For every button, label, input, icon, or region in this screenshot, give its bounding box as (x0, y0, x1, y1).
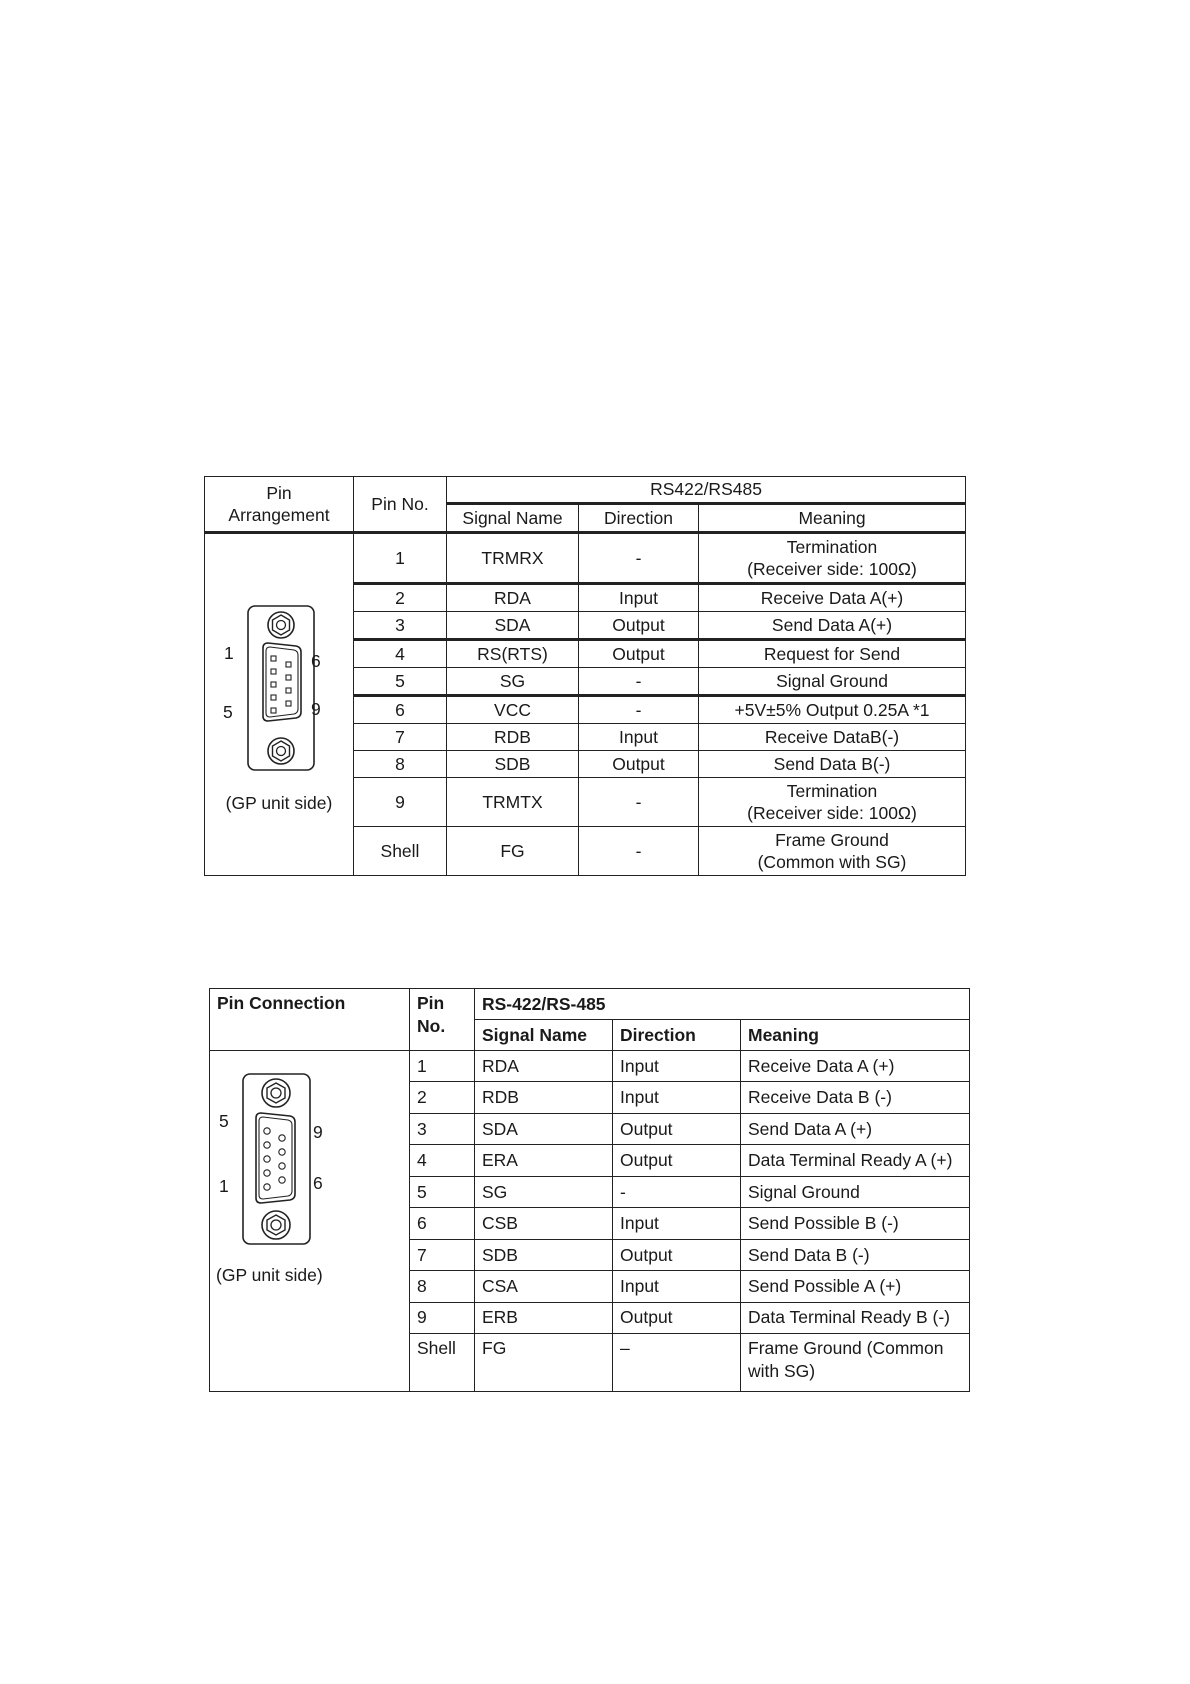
meaning: +5V±5% Output 0.25A *1 (699, 696, 966, 724)
pin-no: Shell (354, 827, 447, 876)
direction: Output (579, 751, 699, 778)
signal-name: RDA (475, 1051, 613, 1082)
pin-table-rs422-connector-b (209, 988, 970, 1392)
signal-name: SG (475, 1176, 613, 1207)
direction: - (579, 827, 699, 876)
direction: Output (579, 640, 699, 668)
pin-no: 2 (354, 584, 447, 612)
pin-table-rs422-connector-a (204, 476, 966, 876)
meaning: Signal Ground (741, 1176, 970, 1207)
pin-no: 8 (410, 1271, 475, 1302)
meaning: Send Data B(-) (699, 751, 966, 778)
meaning: Receive Data A (+) (741, 1051, 970, 1082)
pin-no: 7 (354, 724, 447, 751)
pin-no: 1 (410, 1051, 475, 1082)
signal-name: CSB (475, 1208, 613, 1239)
direction: Output (579, 612, 699, 640)
header-direction: Direction (613, 1020, 741, 1051)
header-pin-arrangement: Pin Arrangement (205, 477, 354, 533)
header-signal-name: Signal Name (475, 1020, 613, 1051)
meaning: Receive Data B (-) (741, 1082, 970, 1113)
meaning: Frame Ground (Common with SG) (741, 1334, 970, 1392)
connector-caption: (GP unit side) (225, 793, 333, 813)
header-pin-no: Pin No. (410, 989, 475, 1051)
signal-name: ERA (475, 1145, 613, 1176)
direction: - (613, 1176, 741, 1207)
connector-label-pin6: 6 (313, 1173, 323, 1193)
direction: Input (579, 724, 699, 751)
signal-name: SDB (475, 1239, 613, 1270)
signal-name: SDB (447, 751, 579, 778)
pin-no: 8 (354, 751, 447, 778)
header-pin-no: Pin No. (354, 477, 447, 533)
connector-label-pin1: 1 (219, 1176, 229, 1196)
direction: - (579, 696, 699, 724)
signal-name: VCC (447, 696, 579, 724)
connector-label-pin9: 9 (311, 699, 321, 719)
meaning: Send Possible B (-) (741, 1208, 970, 1239)
connector-cell (210, 1051, 410, 1392)
signal-name: RDA (447, 584, 579, 612)
meaning: Request for Send (699, 640, 966, 668)
signal-name: FG (475, 1334, 613, 1392)
header-direction: Direction (579, 504, 699, 533)
pin-no: Shell (410, 1334, 475, 1392)
header-pin-connection: Pin Connection (210, 989, 410, 1051)
signal-name: SDA (475, 1113, 613, 1144)
direction: Output (613, 1113, 741, 1144)
direction: - (579, 668, 699, 696)
pin-no: 3 (354, 612, 447, 640)
pin-no: 5 (354, 668, 447, 696)
pin-no: 9 (410, 1302, 475, 1333)
signal-name: RDB (447, 724, 579, 751)
meaning: Signal Ground (699, 668, 966, 696)
meaning: Data Terminal Ready B (-) (741, 1302, 970, 1333)
meaning: Receive DataB(-) (699, 724, 966, 751)
signal-name: ERB (475, 1302, 613, 1333)
connector-label-pin6: 6 (311, 651, 321, 671)
table-row (210, 1051, 970, 1082)
signal-name: RS(RTS) (447, 640, 579, 668)
header-group-rs422: RS-422/RS-485 (475, 989, 970, 1020)
signal-name: TRMRX (447, 533, 579, 584)
direction: Input (613, 1208, 741, 1239)
direction: Input (613, 1271, 741, 1302)
pin-no: 4 (410, 1145, 475, 1176)
meaning: Termination (Receiver side: 100Ω) (699, 533, 966, 584)
signal-name: FG (447, 827, 579, 876)
direction: - (579, 533, 699, 584)
meaning: Termination (Receiver side: 100Ω) (699, 778, 966, 827)
header-signal-name: Signal Name (447, 504, 579, 533)
signal-name: SG (447, 668, 579, 696)
direction: Output (613, 1302, 741, 1333)
signal-name: SDA (447, 612, 579, 640)
pin-no: 2 (410, 1082, 475, 1113)
pin-no: 1 (354, 533, 447, 584)
pin-no: 6 (354, 696, 447, 724)
pin-no: 3 (410, 1113, 475, 1144)
direction: – (613, 1334, 741, 1392)
connector-label-pin1: 1 (224, 643, 234, 663)
signal-name: CSA (475, 1271, 613, 1302)
signal-name: RDB (475, 1082, 613, 1113)
direction: - (579, 778, 699, 827)
connector-label-pin9: 9 (313, 1122, 323, 1142)
meaning: Send Possible A (+) (741, 1271, 970, 1302)
connector-caption: (GP unit side) (216, 1265, 323, 1285)
direction: Input (613, 1051, 741, 1082)
pin-no: 4 (354, 640, 447, 668)
direction: Input (579, 584, 699, 612)
connector-label-pin5: 5 (223, 702, 233, 722)
pin-no: 7 (410, 1239, 475, 1270)
connector-label-pin5: 5 (219, 1111, 229, 1131)
db9-connector-icon (210, 1051, 410, 1391)
pin-no: 9 (354, 778, 447, 827)
meaning: Send Data A (+) (741, 1113, 970, 1144)
meaning: Receive Data A(+) (699, 584, 966, 612)
meaning: Send Data A(+) (699, 612, 966, 640)
meaning: Send Data B (-) (741, 1239, 970, 1270)
signal-name: TRMTX (447, 778, 579, 827)
header-meaning: Meaning (741, 1020, 970, 1051)
meaning: Frame Ground (Common with SG) (699, 827, 966, 876)
meaning: Data Terminal Ready A (+) (741, 1145, 970, 1176)
direction: Output (613, 1239, 741, 1270)
direction: Output (613, 1145, 741, 1176)
connector-cell (205, 533, 354, 876)
direction: Input (613, 1082, 741, 1113)
table-row (205, 533, 966, 584)
pin-no: 6 (410, 1208, 475, 1239)
header-meaning: Meaning (699, 504, 966, 533)
pin-no: 5 (410, 1176, 475, 1207)
header-group-rs422: RS422/RS485 (447, 477, 966, 504)
